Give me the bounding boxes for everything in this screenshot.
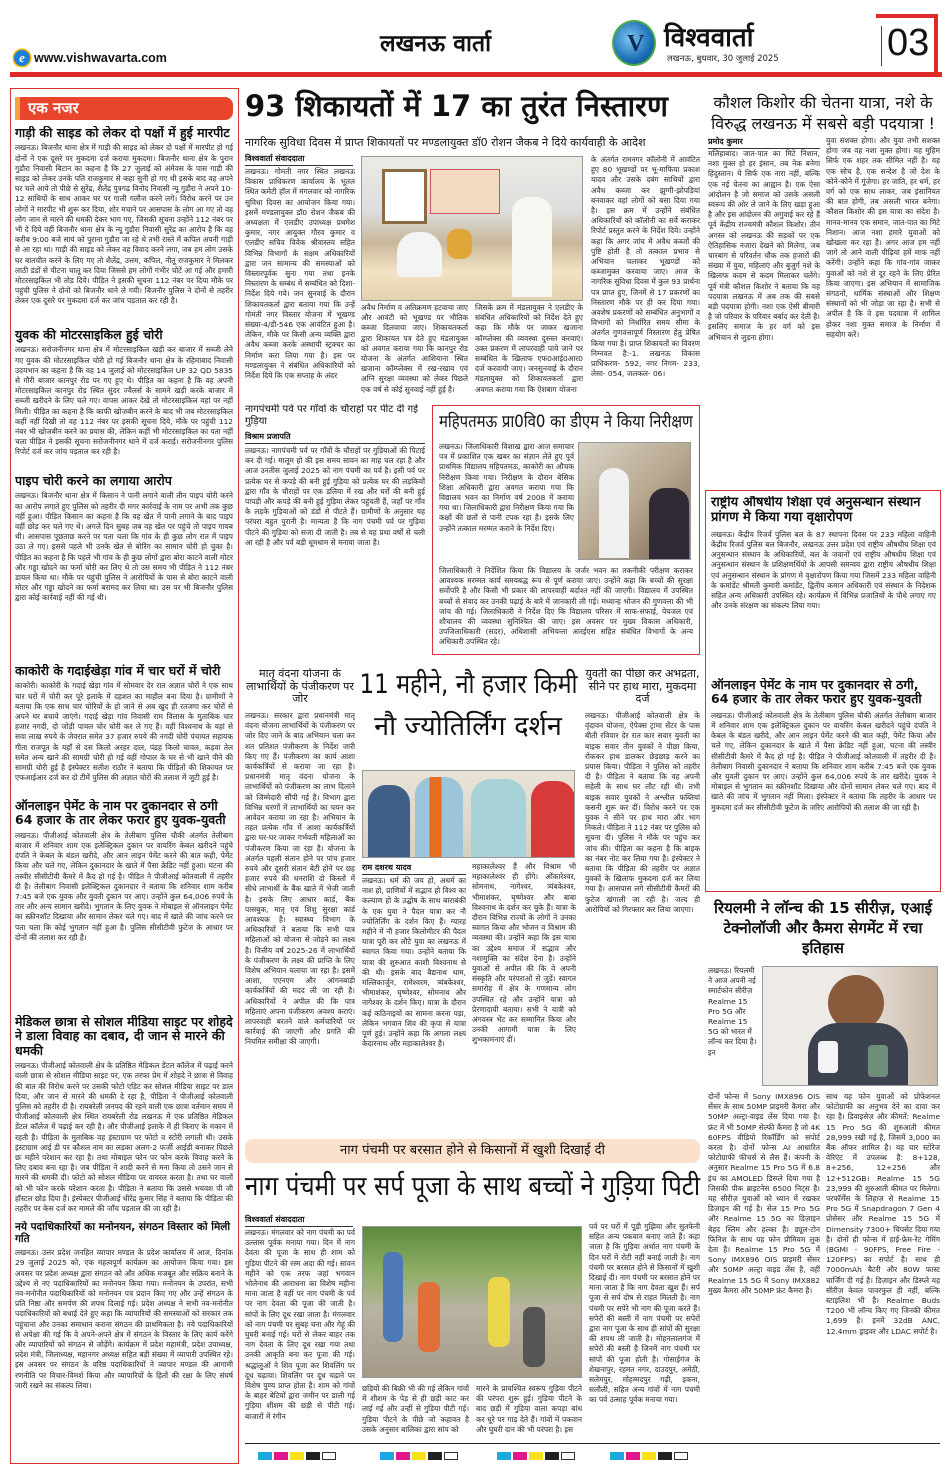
kaushal-col-1: मलिहाबाद। जात-पात का मिटे निशान, नशा मुक्त हो हर इंसान, तब नेक बनेगा हिंदुस्तान। ये सिर्फ एक नारा नहीं, बल्कि एक नई चेतना का आह्वान है। एक ऐसा आंदोलन है जो समाज को उसके असली स्वरूप की ओर ले जाने के लिए खड़ा हुआ है और इस आंदोलन की अगुवाई कर रहे हैं पूर्व केंद्रीय राज्यमंत्री कौशल किशोर। तीन अगस्त को लखनऊ की सड़कों पर एक ऐतिहासिक नजारा देखने को मिलेगा, जब चारबाग से परिवर्तन चौक तक हजारों की संख्या में युवा, महिलाएं और बुजुर्ग नशे के खिलाफ कदम से कदम मिलाकर चलेंगे। पूर्व मंत्री कौशल किशोर ने बताया कि यह पदयात्रा लखनऊ में अब तक की सबसे बड़ी पदयात्रा होगी। नशा एक ऐसी बीमारी है जो परिवार के परिवार बर्बाद कर देती है। इसलिए समाज के हर वर्ग को इस अभियान से जुड़ना होगा। — [708, 149, 820, 342]
kaushal-headline: कौशल किशोर की चेतना यात्रा, नशे के विरुद्ध लखनऊ में सबसे बड़ी पदयात्रा ! — [711, 93, 935, 133]
page-number-box — [876, 14, 938, 76]
person — [512, 197, 552, 297]
realme-launch-photo — [762, 966, 938, 1086]
header-rule — [10, 72, 942, 77]
page-number: 03 — [887, 22, 930, 64]
headline: युवक की मोटरसाइकिल हुई चोरी — [15, 328, 163, 342]
main-col-2: अवैध निर्माण व अतिक्रमण हटवाया जाए और आवंटी को भूखण्ड पर भौतिक कब्जा दिलवाया जाए। शिकायतकर्ता द्वारा शिकायत पत्र देते हुए मंडलायुक्त को अवगत कराया गया कि कानपुर रोड योजना के अंतर्गत आशियाना स्थित खजाना कॉम्प्लेक्स में रख-रखाव एवं अग्नि सुरक्षा व्यवस्था को लेकर पिछले एक वर्ष से कोई सुनवाई नहीं हुई है। — [361, 303, 468, 394]
headline: गाड़ी की साइड को लेकर दो पक्षों में हुई मारपीट — [15, 126, 230, 140]
headline: नागपंचमी पर्व पर गाँवों के चौराहों पर पीट दी गई गुड़िया — [245, 404, 419, 427]
realme-col-1: दोनों फोन्स में Sony IMX896 OIS सेंसर के साथ 50MP प्राइमरी कैमरा और 50MP अल्ट्रा-वाइड लेंस दिया गया है। फ्रंट में भी 50MP सेल्फी कैमरा है जो 4K 60FPS वीडियो रिकॉर्डिंग को सपोर्ट करता है। दोनों फोन्स AI आधारित फोटोग्राफी फीचर्स से लैस हैं। कंपनी के अनुसार Realme 15 Pro 5G में 6.8 इंच का AMOLED डिस्प्ले दिया गया है जिसकी पीक ब्राइटनेस 6500 निट्स है। यह सीरीज़ युवाओं को ध्यान में रखकर डिज़ाइन की गई है। सेल 15 Pro 5G और Realme 15 5G का डिज़ाइन बेहद स्लिम और हल्का है। ड्यूल-टोन फिनिश के साथ यह फोन प्रीमियम लुक देता है। Realme 15 Pro 5G में Sony IMX896 OIS प्राइमरी सेंसर और 50MP अल्ट्रा वाइड लेंस है, वहीं Realme 15 5G में Sony IMX882 मुख्य कैमरा और 50MP फ्रंट कैमरा है। — [708, 1092, 820, 1295]
byline: विश्राम प्रजापति — [245, 431, 425, 444]
left-story-4 — [15, 664, 233, 796]
left-story-3 — [15, 474, 233, 661]
main-col-3: जिसके क्रम में मंडलायुक्त ने एलडीए के संबंधित अधिकारियों को निर्देश देते हुए कहा कि मौके पर जाकर खजाना कॉम्प्लेक्स की व्यवस्था दुरुस्त करवाएं। उक्त प्रकरण में लापरवाही पाये जाने पर सम्बंधित के खिलाफ एफ0आई0आर0 दर्ज करवायी जाए। जनसुनवाई के दौरान मंडलायुक्त को शिकायतकर्ता द्वारा अवगत कराया गया कि ऐशबाग योजना — [475, 303, 583, 394]
nagpanchami-col-4: पर्व पर घरों में पूड़ी गुझिया और सुतफेनी सहित अन्य पकवान बनाए जाते हैं। कहा जाता है कि गुड़िया अर्थात नाग पंचमी के दिन घरों में रोटी नहीं बनाई जाती है। नाग पंचमी पर बरसात होने से किसानों में खुशी दिखाई दी। नाग पंचमी पर बरसात होने पर माना जाता है कि नाग देवता खुश हैं। सर्प पूजा से सर्प दोष से राहत मिलती है। नाग पंचमी पर सपेरे भी नाग की पूजा करते हैं। सपेरों की बस्ती में नाग पंचमी पर सपेरों द्वारा नाग पूजा के साथ ही सांपों की सुरक्षा की शपथ ली जाती है। मोहनलालगंज में सपेरों की बस्ती है जिनमें नाग पंचमी पर सांपों की पूजा होती है। गोसाईगंज के शेखनापुर, रहमत नगर, दाउदपुर, अमेठी, सलेमपुर, मोहम्मदपुर गढ़ी, इकना, सलौली, सहित अन्य गांवों में नाग पंचमी का पर्व उत्साह पूर्वक मनाया गया। — [589, 1222, 700, 1405]
registration-marks — [258, 1452, 336, 1460]
realme-headline: रियलमी ने लॉन्च की 15 सीरीज़, एआई टेक्नोलॉजी और कैमरा सेगमेंट में रचा इतिहास — [714, 899, 932, 957]
lda-meeting-photo — [361, 156, 583, 301]
ek-nazar-label: एक नजर — [15, 97, 233, 120]
main-col-4: के अंतर्गत रामनगर कॉलोनी में आवंटित हुए 80 भूखण्डों पर भू-माफिया प्रकाश यादव और उसके दबंग साथियों द्वारा अवैध कब्जा कर झुग्गी-झोपड़ियां बनवाकर वहां लोगों को बसा दिया गया है। इस क्रम में उन्होंने संबंधित अधिकारियों को कॉलोनी का सर्वे कराकर रिपोर्ट प्रस्तुत करने के निर्देश दिये। उन्होंने कहा कि अगर जांच में अवैध कब्जों की पुष्टि होती है तो तत्काल प्रभाव से अभियान चलाकर भूखण्डों को कब्जामुक्त करवाया जाए। आज के नागरिक सुविधा दिवस में कुल 93 प्रार्थना पत्र प्राप्त हुए, जिनमें से 17 प्रकरणों का निस्तारण मौके पर ही कर दिया गया। अवशेष प्रकरणों को सम्बंधित अनुभागों व विभागों को निर्धारित समय सीमा के अंतर्गत गुणवत्तापूर्ण निस्तारण हेतु प्रेषित किया गया है। प्राप्त शिकायतों का विवरण निम्नवत है:-1. लखनऊ विकास प्राधिकरण- 592, नगर निगम- 233, लेसा- 054, जलकल- 06। — [591, 155, 700, 379]
main-headline: 93 शिकायतों में 17 का तुरंत निस्तारण — [245, 89, 668, 123]
person — [397, 232, 442, 277]
website-link[interactable]: e www.vishwavarta.com — [14, 50, 167, 66]
byline: विश्ववार्ता संवाददाता — [245, 1214, 353, 1227]
doll-story — [245, 404, 425, 657]
pilgrims-photo — [362, 770, 575, 858]
jyotirling-headline: 11 महीने, नौ हजार किमी नौ ज्योतिर्लिंग दर्शन — [358, 669, 577, 742]
matru-vandana-story — [245, 668, 355, 1133]
registration-marks — [497, 1452, 575, 1460]
headline: नये पदाधिकारियों का मनोनयन, संगठन विस्तार को मिली गति — [15, 1221, 231, 1246]
main-col-1: लखनऊ। गोमती नगर स्थित लखनऊ विकास प्राधिकरण कार्यालय के भूतल स्थित कमेटी हॉल में मंगलवार को नागरिक सुविधा दिवस का आयोजन किया गया। इसमें मण्डलायुक्त डॉ0 रोशन जैकब की अध्यक्षता में एलडीए उपाध्यक्ष प्रथमेश कुमार, नगर आयुक्त गौरव कुमार व एलडीए सचिव विवेक श्रीवास्तव सहित विभिन्न विभागों के सक्षम अधिकारियों द्वारा जन सामान्य की समस्याओं को विस्तारपूर्वक सुना गया तथा इनके निस्तारण के सम्बंध में सम्बंधित को दिशा-निर्देश दिये गये। जन सुनवाई के दौरान शिकायतकर्ता द्वारा बताया गया कि उन्हें गोमती नगर विस्तार योजना में भूखण्ड संख्या-4/डी-546 एक आवंटित हुआ है। लेकिन, मौके पर किसी अन्य व्यक्ति द्वारा अवैध कब्जा करके अस्थायी स्ट्रक्चर का निर्माण करा लिया गया है। इस पर मण्डलायुक्त ने संबंधित अधिकारियों को निर्देश दिये कि एक सप्ताह के अंदर — [245, 167, 355, 381]
byline: राम दशरथ यादव — [362, 862, 466, 875]
headline: मेडिकल छात्रा से सोशल मीडिया साइट पर शोहदे ने डाला विवाह का दबाव, दी जान से मारने की धमकी — [15, 1015, 233, 1058]
banner — [430, 169, 500, 214]
story-body: लखनऊ। उत्तर प्रदेश जनहित व्यापार मण्डल के प्रदेश कार्यालय में आज, दिनांक 29 जुलाई 2025 को, एक महत्वपूर्ण कार्यक्रम का आयोजन किया गया। इस अवसर पर प्रदेश अध्यक्ष द्वारा संगठन को और अधिक मजबूत और सक्रिय बनाने के उद्देश्य से नए पदाधिकारियों का मनोनयन किया गया। मनोनयन के उपरांत, सभी नव-मनोनीत पदाधिकारियों को मनोनयन पत्र प्रदान किए गए और उन्हें संगठन के प्रति निष्ठा और समर्पण की शपथ दिलाई गई। प्रदेश अध्यक्ष ने सभी नव-मनोनीत पदाधिकारियों को बधाई देते हुए कहा कि व्यापारियों की समस्याओं को सरकार तक पहुंचाना और उनका समाधान कराना संगठन की प्राथमिकता है। नये पदाधिकारियों से अपेक्षा की गई कि वे अपने-अपने क्षेत्र में संगठन के विस्तार के लिए कार्य करेंगे और व्यापारियों को संगठन से जोड़ेंगे। कार्यक्रम में प्रदेश महामंत्री, प्रदेश उपाध्यक्ष, प्रदेश मंत्री, जिलाध्यक्ष, महानगर अध्यक्ष सहित बड़ी संख्या में व्यापारी उपस्थित रहे। इस अवसर पर संगठन के वरिष्ठ पदाधिकारियों ने व्यापार मण्डल की आगामी रणनीति पर विचार-विमर्श किया और व्यापारियों के हितों की रक्षा के लिए संघर्ष जारी रखने का संकल्प लिया। — [15, 1248, 233, 1390]
person — [447, 229, 472, 259]
headline: ऑनलाइन पेमेंट के नाम पर दुकानदार से ठगी 64 हजार के तार लेकर फरार हुए युवक-युवती — [15, 799, 226, 828]
left-story-1 — [15, 126, 233, 326]
story-body: लखनऊ। सरोजनीनगर थाना क्षेत्र में मोटरसाइकिल खड़ी कर बाजार में सब्जी लेने गए युवक की मोटरसाइकिल चोरी हो गई बिजनौर थाना क्षेत्र के रहिमाबाद निवासी उदयभान का कहना है कि वह 14 जुलाई को मोटरसाइकिल UP 32 QD 5835 से गौरी बाजार कानपुर रोड पर गए हुए थे। पीड़ित का कहना है कि वह अपनी मोटरसाइकिल कानपुर रोड स्थित सुंदर ज्वैलर्स के सामने खड़ी करके बाजार में सब्जी खरीदने के लिए चले गए। वापस आकर देखे तो मोटरसाइकिल वहां पर नहीं मिली। पीड़ित का कहना है कि काफी खोजबीन करने के बाद भी जब मोटरसाइकिल कहीं नहीं दिखी तो वह 112 नंबर पर इसकी सूचना दिये, मौके पर पहुंची 112 नंबर भी खोजबीन करने का प्रयास की, लेकिन कहीं भी मोटरसाइकिल का पता नहीं चला पीड़ित ने इसकी सूचना सरोजनीनगर थाने में दर्ज कराई। सरोजनीनगर पुलिस रिपोर्ट दर्ज कर जांच पड़ताल कर रही है। — [15, 345, 233, 457]
left-story-5 — [15, 799, 233, 1012]
headline: पाइप चोरी करने का लगाया आरोप — [15, 474, 172, 488]
inspection-box — [432, 405, 700, 655]
dm-inspection-photo — [578, 442, 691, 560]
story-body: लखनऊ। जिलाधिकारी विशाख द्वारा आज समाचार पत्र में प्रकाशित एक खबर का संज्ञान लेते हुए पूर्व प्राथमिक विद्यालय महिपतमऊ, काकोरी का औचक निरीक्षण किया गया। निरीक्षण के दौरान बेसिक शिक्षा अधिकारी द्वारा अवगत कराया गया कि विद्यालय भवन का निर्माण वर्ष 2008 में कराया गया था। जिलाधिकारी द्वारा निरीक्षण किया गया कि कक्षों की छतों से पानी टपक रहा है। इसके लिए उन्होंने तत्काल मरम्मत कराने के निर्देश दिए। — [439, 442, 574, 533]
story-body: लखनऊ। केंद्रीय रिजर्व पुलिस बल के 87 स्थापना दिवस पर 233 महिला वाहिनी केंद्रीय रिजर्व पुलिस बल बिजनौर, लखनऊ उत्तर प्रदेश एवं राष्ट्रीय औषधीय शिक्षा एवं अनुसन्धान संस्थान के अधिकारियों, बल के जवानों एवं राष्ट्रीय औषधीय शिक्षा एवं अनुसन्धान संस्थान के प्रशिक्षणर्थियों के आपसी समन्वय द्वारा राष्ट्रीय औषधीय शिक्षा एवं अनुसन्धान संस्थान के प्रांगण मे वृक्षारोपण किया गया जिसमें 233 महिला वाहिनी के कमांडेंट श्रीमती कुमारी कमांडेंट, द्वितीय कमान अधिकारी एवं संस्थान के निदेशक सहित अन्य अधिकारी उपस्थित रहे। कार्यक्रम में विभिन्न प्रजातियों के पौधे लगाए गए और उनके संरक्षण का संकल्प लिया गया। — [711, 529, 936, 611]
main-subhead: नागरिक सुविधा दिवस में प्राप्त शिकायतों पर मण्डलायुक्त डॉ0 रोशन जैकब ने दिये कार्यवाही के आदेश — [245, 136, 646, 149]
registration-marks — [380, 1452, 458, 1460]
nagpanchami-col-3: मारने के प्रायश्चित स्वरूप गुड़िया पीटने की परंपरा शुरू हुई। गुड़िया पीटने के बाद छड़ी में गुड़िया वाला कपड़ा बांध कर घूरे पर गाड़ देते हैं। गांवों में पकवान और घुघरी दान की भी परंपरा है। इस — [476, 1384, 582, 1434]
brand-logo-icon: V — [612, 20, 656, 66]
headline: युवती का पीछा कर अभद्रता, सीने पर हाथ मारा, मुकदमा दर्ज — [585, 668, 700, 706]
headline: मातृ वंदना योजना के लाभार्थियों के पंजीकरण पर जोर — [246, 668, 354, 706]
story-body: लखनऊ। सरकार द्वारा प्रधानमंत्री मातृ वंदना योजना लाभार्थियों के पंजीकरण पर जोर दिए जाने के बाद अभियान चला कर शत प्रतिशत पंजीकरण के निर्देश जारी किए गए हैं। पंजीकरण का कार्य आशा कार्यकर्त्रियों से कराया जा रहा है। प्रधानमंत्री मातृ वंदना योजना के लाभार्थियों को पंजीकरण का लाभ दिलाने को जिम्मेदारी सौंपी गई है। विभाग द्वारा विभिन्न चरणों में लाभार्थियों का चयन कर आवेदन कराया जा रहा है। अभियान के तहत प्रत्येक गाँव में आशा कार्यकर्त्रियों द्वारा घर-घर जाकर गर्भवती महिलाओं का पंजीकरण किया जा रहा है। योजना के अंतर्गत पहली संतान होने पर पांच हजार रुपये और दूसरी संतान बेटी होने पर छह हजार रुपये की धनराशि दो किस्तों में सीधे लाभार्थी के बैंक खाते में भेजी जाती है। इसके लिए आधार कार्ड, बैंक पासबुक, मातृ एवं शिशु सुरक्षा कार्ड आवश्यक है। स्वास्थ्य विभाग के अधिकारियों ने बताया कि सभी पात्र महिलाओं को योजना से जोड़ने का लक्ष्य है। वित्तीय वर्ष 2025-26 में लाभार्थियों के पंजीकरण के लक्ष्य की प्राप्ति के लिए विशेष अभियान चलाया जा रहा है। इसमें आशा, एएनएम और आंगनबाड़ी कार्यकर्त्रियों की मदद ली जा रही है। अधिकारियों ने अपील की कि पात्र महिलाएं अपना पंजीकरण अवश्य कराएं। लापरवाही बरतने वाले कर्मचारियों पर कार्रवाई की जाएगी और प्रगति की नियमित समीक्षा की जाएगी। — [245, 710, 355, 1047]
story-body: लखनऊ। पीजीआई कोतवाली क्षेत्र के तेलीबाग पुलिस चौकी अंतर्गत तेलीबाग बाजार में शनिवार शाम एक इलेक्ट्रिकल दुकान पर वायरिंग केबल खरीदने पहुंचे दंपति ने केबल के बंडल खरीदे, और आन लाइन पेमेंट करने की बात कही, पेमेंट किया और चले गए, लेकिन दुकानदार के खाते में पैसा क्रेडिट नहीं हुआ, घटना की तस्वीर सीसीटीवी कैमरे में कैद हो गई है। पीड़ित ने पीजीआई कोतवाली में तहरीर दी है। तेलीबाग निवासी दुकानदार ने बताया कि शनिवार शाम करीब 7:45 बजे एक युवक और युवती दुकान पर आए। उन्होंने कुल 64,006 रुपये के तार खरीदे। युवक ने मोबाइल से भुगतान का स्क्रीनशॉट दिखाया और दोनों सामान लेकर चले गए। बाद में खाते की जांच में भुगतान नहीं मिला। इंस्पेक्टर ने बताया कि तहरीर के आधार पर मुकदमा दर्ज कर सीसीटीवी फुटेज के जरिए आरोपियों की तलाश की जा रही है। — [711, 710, 936, 812]
story-body: लखनऊ। पीजीआई कोतवाली क्षेत्र के वृंदावन योजना, ऐपेक्स ट्रामा सेंटर के पास बीती रविवार देर रात कार सवार युवती का बाइक सवार तीन युवकों ने पीछा किया, रोककर हाथ डालकर छेड़छाड़ करने का प्रयास किया। पीड़िता ने पुलिस को तहरीर दी है। पीड़िता ने बताया कि वह अपनी सहेली के साथ घर लौट रही थी। तभी बाइक सवार युवकों ने अश्लील फब्तियां कसनी शुरू कर दीं। विरोध करने पर एक युवक ने सीने पर हाथ मारा और भाग निकले। पीड़िता ने 112 नंबर पर पुलिस को सूचना दी। पुलिस ने मौके पर पहुंच कर जांच की। पीड़िता का कहना है कि बाइक का नंबर नोट कर लिया गया है। इंस्पेक्टर ने बताया कि पीड़िता की तहरीर पर अज्ञात युवकों के खिलाफ मुकदमा दर्ज कर लिया गया है। आसपास लगे सीसीटीवी कैमरों की फुटेज खंगाली जा रही है। जल्द ही आरोपियों को गिरफ्तार कर लिया जाएगा। — [585, 710, 700, 914]
story-body: लखनऊ। पीजीआई कोतवाली क्षेत्र के तेलीबाग पुलिस चौकी अंतर्गत तेलीबाग बाजार में शनिवार शाम एक इलेक्ट्रिकल दुकान पर वायरिंग केबल खरीदने पहुंचे दंपति ने केबल के बंडल खरीदे, और आन लाइन पेमेंट करने की बात कही, पेमेंट किया और चले गए, लेकिन दुकानदार के खाते में पैसा क्रेडिट नहीं हुआ। घटना की तस्वीर सीसीटीवी कैमरे में कैद हो गई है। पीड़ित ने पीजीआई कोतवाली में तहरीर दी है। तेलीबाग निवासी इलेक्ट्रिकल दुकानदार ने बताया कि शनिवार शाम करीब 7:45 बजे एक युवक और युवती दुकान पर आए। उन्होंने कुल 64,006 रुपये के तार और अन्य सामान खरीदे। भुगतान के लिए युवक ने मोबाइल से ऑनलाइन पेमेंट का स्क्रीनशॉट दिखाया और सामान लेकर चले गए। बाद में खाते की जांच करने पर पता चला कि कोई भुगतान नहीं हुआ है। पुलिस सीसीटीवी फुटेज के आधार पर दोनों की तलाश कर रही है। — [15, 830, 233, 942]
headline: ऑनलाइन पेमेंट के नाम पर दुकानदार से ठगी, 64 हजार के तार लेकर फरार हुए युवक-युवती — [711, 678, 922, 707]
story-body: लखनऊ। पीजीआई कोतवाली क्षेत्र के प्रतिष्ठित मेडिकल डेंटल कॉलेज में पढ़ाई करने वाली छात्रा से सोशल मीडिया साइट पर, एक तरफा प्रेम में शोहदे ने छात्रा से विवाह की बात की विरोध करने पर उसकी फोटो एडिट कर सोशल मीडिया साइट पर डाल दिया, और जान से मारने की धमकी दे रहा है, पीड़िता ने पीजीआई कोतवाली पुलिस को तहरीर दी है। रायबरेली जनपद की रहने वाली एक छात्रा वर्तमान समय में पीजीआई कोतवाली क्षेत्र स्थित रायबरेली रोड लखनऊ में एक प्रतिष्ठित मेडिकल डेंटल कॉलेज में पढ़ाई कर रही है। और पीजीआई इलाके में ही किराए के मकान में रहती है। पीड़िता के मुताबिक वह इंस्टाग्राम पर फोटो व स्टोरी लगाती थी। उसके इंस्टाग्राम आई डी पर कौशल नाम का लड़का अलग-2 फर्जी आईडी बनाकर पिछले छः महीने परेशान कर रहा है। तथा मोबाइल फोन पर फोन करके विवाह करने के लिए दबाव बना रहा है। जब पीड़िता ने शादी करने से मना किया तो उसने जान से मारने की धमकी दी। फोटो को सोशल मीडिया पर वायरल करता है। तथा घर वालों को भी फोन करके परेशान करता है। पीड़िता ने बताया कि उससे भयवश पी जी हॉस्टल छोड़ दिया है। इंस्पेक्टर पीजीआई धीरेंद्र कुमार सिंह ने बताया कि पीड़िता की तहरीर पर केस दर्ज कर मामले की जाँच पड़ताल की जा रही है। — [15, 1061, 233, 1213]
byline: विश्ववार्ता संवाददाता — [245, 153, 353, 166]
children-doll-beating-photo — [362, 1226, 582, 1378]
story-body: काकोरी। काकोरी के गदाई खेड़ा गांव में सोमवार देर रात अज्ञात चोरों ने एक साथ चार घरों में चोरी कर पूरे इलाके में दहशत का माहौल बना दिया है। ग्रामीणों ने बताया कि एक साथ चार चोरियों के हो जाने से अब खुद ही रतजगा कर चोरों से अपने घर बचाये जाएंगे। गदाई खेड़ा गांव निवासी राम विलास के मुताबिक चार हजार नगदी, दो जोड़ी पायल चोर चोरी कर ले गए हैं। वहीं विश्वनाथ के यहां से सवा लाख रुपये के जेवरात समेत 37 हजार रुपये की नगदी चोरी पंचायत सहायक गीता राजपूत के यहाँ से दस किलो अरहर दाल, पंद्रह किलो चावल, कड़वा तेल समेत अन्य खाने की सामग्री चोरी हो गई वहीं गोपाल के घर से भी खाने पीने की सामग्री चोरी हुई है इंस्पेक्टर सतीश राठौर ने बताया कि पीड़ितों की शिकायत पर एफआईआर दर्ज कर दो टीमें पुलिस की अज्ञात चोरों की तलाश में जुटी हुई है। — [15, 681, 233, 783]
nagpanchami-col-2: छड़ियों की बिक्री भी की गई लेकिन गांवों में शीशम के पेड़ से ही छड़ी काट कर लाई गई और उन्हीं से गुड़िया पीटी गई। गुड़िया पीटने के पीछे जो कहावत है उसके अनुसार बालिका द्वारा सांप को — [362, 1384, 469, 1434]
left-story-7 — [15, 1221, 233, 1459]
brand-name: विश्ववार्ता — [664, 23, 754, 53]
registration-marks — [610, 1452, 688, 1460]
nagpanchami-col-1: लखनऊ। मंगलवार को नाग पंचमी का पर्व उल्लास पूर्वक मनाया गया। दिन में नाग देवता की पूजा के साथ ही शाम को गुड़िया पीटने की रस्म अदा की गई। सावन महीने को एक तरफ जहां भगवान भोलेनाथ की आराधना का विशेष महीना माना जाता है वहीं पर नाग पंचमी के पर्व पर नाग देवता की पूजा की जाती है। सांपों के लिए दूध रखा जाता है। मंगलवार को नाग पंचमी पर सुबह चना और गेहूं की घुघरी बनाई गई। घरों से लेकर बाहर तक नाग देवता के लिए दूध रखा गया तथा उनकी आकृति बना कर पूजा की गई। श्रद्धालुओं ने शिव पूजा कर शिवलिंग पर दूध चढ़ाया। शिवलिंग पर दूध चढ़ाने पर विशेष पुण्य प्राप्त होता है। शाम को गांवों के बाहर बेटियों द्वारा जमीन पर डाली गई गुड़िया शीशम की छड़ी से पीटी गई। बाजारों में रंगीन — [245, 1228, 355, 1421]
story-body: लखनऊ। नागपंचमी पर्व पर गाँवों के चौराहों पर गुड़ियाओं की पिटाई कर दी गई। मालूम हो की इस समय सावन का माह चल रहा है और आज उनतीस जुलाई 2025 को नाग पंचमी का पर्व है। इसी पर्व पर प्रत्येक घर से कपड़े की बनी हुई गुड़िया को प्रत्येक घर की लड़कियों द्वारा गाँव के चौराहों पर एक डलिया में रख और घरों की बनी हुई पापड़ी और कपड़े की बनी हुई गुड़िया लेकर पहुंचती हैं, जहाँ पर गाँव के लड़के गुड़ियाओं को डंडों से पीटते हैं। ग्रामीणों के अनुसार यह परंपरा बहुत पुरानी है। मान्यता है कि नाग पंचमी पर्व पर गुड़िया पीटने की गुड़िया को सजा दी जाती है। तब से यह प्रथा वर्षों से चली आ रही है और पर्व बड़ी धूमधाम से मनाया जाता है। — [245, 446, 425, 547]
left-story-6 — [15, 1015, 233, 1218]
jyotirling-col-2: महाकालेश्वर हैं और विश्राम भी महाकालेश्वर ही होंगे। ओंकारेश्वर, सोमनाथ, नागेश्वर, त्र्यंबकेश्वर, भीमाशंकर, घृष्णेश्वर और बाबा विश्वनाथ के दर्शन कर चुके हैं। यात्रा के दौरान विभिन्न राज्यों के लोगों ने उनका स्वागत किया और भोजन व विश्राम की व्यवस्था की। उन्होंने कहा कि इस यात्रा का उद्देश्य समाज में सद्भाव और नशामुक्ति का संदेश देना है। उन्होंने युवाओं से अपील की कि वे अपनी संस्कृति और परंपराओं से जुड़ें। स्वागत समारोह में क्षेत्र के गणमान्य लोग उपस्थित रहे और उन्होंने यात्रा को प्रेरणादायी बताया। सभी ने यात्री को अंगवस्त्र भेंट कर सम्मानित किया और उनकी आगामी यात्रा के लिए शुभकामनाएं दीं। — [472, 862, 576, 1045]
headline: राष्ट्रीय औषधीय शिक्षा एवं अनुसन्धान संस्थान प्रांगण मे किया गया वृक्षारोपण — [711, 496, 921, 525]
online-payment-story — [711, 678, 936, 886]
emblem-board — [382, 169, 427, 224]
headline: महिपतमऊ प्रा0वि0 का डीएम ने किया निरीक्षण — [439, 412, 693, 432]
browser-e-icon: e — [14, 50, 30, 66]
niper-story — [711, 496, 936, 674]
story-body: लखनऊ। बिजनौर थाना क्षेत्र में गाड़ी की साइड को लेकर दो पक्षों में मारपीट हो गई दोनों ने एक दूसरे पर मुकदमा दर्ज कराया मुकदमा। बिजनौर थाना क्षेत्र के पुरान गुडौरा निवासी बिटान का कहना है कि 27 जुलाई को अंमेवस के पास गाड़ी की साइड को लेकर उनके पति राजकुमार से कहा सुनी हो गए थी इसके बाद वह अपने घर चले आये तो पीछे से सुरेंद्र, शैलेंद्र पुत्रगढ़ विनोद निवासी न्यू गुडौरा ने अपने 10-12 साथियों के साथ आकर घर पर गाली गलौज करने लगे। विरोध करने पर उन लोगों ने मारपीट भी शुरू कर दिया, शोर मचाने पर आसपास के लोग आ गए तो वह लोग जान से मारने की धमकी देकर भाग गए, जिसकी सूचना उन्होंने 112 नंबर पर भी दे दिये वहीं बिजनौर थाना क्षेत्र के न्यू गुडौरा निवासी सुरेंद्र का आरोप है कि वह करीब 9:00 बजे सायं को पुराना गुडौरा जा रहे थे तभी रास्ते में कपिल अपनी गाड़ी से आ रहा था। गाड़ी की साइड को लेकर वह विवाद करने लगा, जब हम लोग उसके घर बातचीत करने के लिए गए तो शैलेंद्र, उत्तम, कपिल, नीतू राजकुमार ने मिलकर लाठी डंडों से पीटना चालू कर दिया जिससे हम लोगों गंभीर चोटें आ गई और हमारी मोटरसाइकिल भी तोड़ दिये। पीड़ित ने इसकी सूचना 112 नंबर पर दिया मौके पर पहुंची पुलिस ने दोनों को बिजनौर थाने ले गयी। बिजनौर पुलिस ने दोनों से तहरीर लेकर एक दूसरे पर मुकदमा दर्ज कर जांच पड़ताल कर रही है। — [15, 143, 233, 306]
story-body-2: जिलाधिकारी ने निर्देशित किया कि विद्यालय के जर्जर भवन का तकनीकी परीक्षण कराकर आवश्यक मरम्मत कार्य समयबद्ध रूप से पूर्ण कराया जाए। उन्होंने कहा कि बच्चों की सुरक्षा सर्वोपरि है और किसी भी प्रकार की लापरवाही बर्दाश्त नहीं की जाएगी। विद्यालय में उपस्थित बच्चों से संवाद कर उनकी पढ़ाई के बारे में जानकारी ली गई। मध्यान्ह भोजन की गुणवत्ता की भी जांच की गई। जिलाधिकारी ने निर्देश दिए कि विद्यालय परिसर में साफ-सफाई, पेयजल एवं शौचालय की व्यवस्था सुनिश्चित की जाए। इस अवसर पर मुख्य विकास अधिकारी, उपजिलाधिकारी (सदर), अधिशासी अभियन्ता आरईएस सहित संबंधित विभागों के अन्य अधिकारी उपस्थित रहे। — [439, 566, 693, 647]
kaushal-col-2: युवा सशक्त होगा। और युवा तभी सशक्त होगा जब वह नशा मुक्त होगा। यह मुहिम सिर्फ एक शहर तक सीमित नहीं है। यह एक सोच है, एक सन्देश है जो देश के कोने-कोने में गूंजेगा। हर जाति, हर धर्म, हर वर्ग को एक साथ लाकर, जब इंसानियत की बात होगी, तब असली भारत बनेगा। कौशल किशोर की इस यात्रा का संदेश है। मानव-मानव एक समान, जात-पात का मिटे निशान। आज नशा हमारे युवाओं को खोखला कर रहा है। अगर आज हम नहीं जागे तो आने वाली पीढ़ियां हमें माफ नहीं करेंगी। उन्होंने कहा कि गांव-गांव जाकर युवाओं को नशे से दूर रहने के लिए प्रेरित किया जाएगा। इस अभियान में सामाजिक संगठनों, धार्मिक संस्थाओं और शिक्षण संस्थानों को भी जोड़ा जा रहा है। सभी से अपील है कि वे इस पदयात्रा में शामिल होकर नशा मुक्त समाज के निर्माण में सहयोग करें। — [826, 136, 940, 339]
left-story-2 — [15, 328, 233, 471]
byline: प्रमोद कुमार — [708, 136, 820, 149]
jyotirling-col-1: लखनऊ। धर्म की जय हो, अधर्म का नाश हो, प्राणियों में सद्भाव हो विश्व का कल्याण हो के उद्घोष के साथ बाराबंकी के एक युवा ने पैदल यात्रा कर नौ ज्योतिर्लिंग के दर्शन किए हैं। ग्यारह महीने में नौ हजार किलोमीटर की पैदल यात्रा पूरी कर लौटे युवा का लखनऊ में स्वागत किया गया। उन्होंने बताया कि यात्रा की शुरुआत काशी विश्वनाथ से की थी। इसके बाद बैद्यनाथ धाम, मल्लिकार्जुन, रामेश्वरम, त्र्यंबकेश्वर, भीमाशंकर, घृष्णेश्वर, सोमनाथ और नागेश्वर के दर्शन किए। यात्रा के दौरान कई कठिनाइयों का सामना करना पड़ा, लेकिन भगवान शिव की कृपा से यात्रा पूर्ण हुई। उन्होंने कहा कि अगला लक्ष्य केदारनाथ और महाकालेश्वर है। — [362, 876, 466, 1049]
harassment-story — [585, 668, 700, 1133]
headline: काकोरी के गदाईखेड़ा गांव में चार घरों में चोरी — [15, 664, 221, 678]
realme-col-2: साथ यह फोन युवाओं को प्रोफेशनल फोटोग्राफी का अनुभव देने का दावा कर रहा है। डिवाइसेज़ और कीमतें: Realme 15 Pro 5G की शुरुआती कीमत 28,999 रखी गई है, जिसमें 3,000 का बैंक ऑफर शामिल है। यह चार स्टोरेज वेरिएंट में उपलब्ध है: 8+128, 8+256, 12+256 और 12+512GB। Realme 15 5G 23,999 की शुरुआती कीमत पर मिलेगा। परफॉर्मेंस के लिहाज़ से Realme 15 Pro 5G में Snapdragon 7 Gen 4 प्रोसेसर और Realme 15 5G में Dimensity 7300+ चिपसेट दिया गया है। दोनों ही फोन्स में हाई-फ्रेम-रेट गेमिंग (BGMI - 90FPS, Free Fire - 120FPS) का सपोर्ट है। साथ ही 7000mAh बैटरी और 80W फास्ट चार्जिंग दी गई है। डिज़ाइन और डिस्प्ले यह सीरीज़ केवल पावरफुल ही नहीं, बल्कि स्टाइलिश भी है। Realme Buds T200 भी लॉन्च किए गए जिनकी कीमत 1,699 है। इनमें 32dB ANC, 12.4mm ड्राइवर और LDAC सपोर्ट है। — [826, 1092, 940, 1336]
nagpanchami-headline: नाग पंचमी पर सर्प पूजा के साथ बच्चों ने गुड़िया पिटी — [245, 1171, 701, 1202]
nagpanchami-banner: नाग पंचमी पर बरसात होने से किसानों में खुशी दिखाई दी — [245, 1139, 700, 1163]
section-title: लखनऊ वार्ता — [380, 31, 492, 57]
dateline: लखनऊ, बुधवार, 30 जुलाई 2025 — [667, 54, 779, 64]
realme-side-text: लखनऊ। रियलमी ने आज अपनी नई स्मार्टफोन सीरीज़ Realme 15 Pro 5G और Realme 15 5G को भारत में लॉन्च कर दिया है। इन — [708, 966, 757, 1057]
story-body: लखनऊ। बिजनौर थाना क्षेत्र में किसान ने पानी लगाने वाली तीन पाइप चोरी करने का आरोप लगाते हुए पुलिस को तहरीर दी मगर कार्रवाई के नाम पर अभी तक कुछ नहीं हुआ। पीड़ित किसान का कहना है कि वह खेत में पानी लगाने के बाद पाइप वहीं छोड़ कर चले गए थे। अगले दिन सुबह जब वह खेत पर पहुंचे तो पाइप गायब थी। आसपास पूछताछ करने पर पता चला कि गांव के ही कुछ लोग रात में पाइप उठा ले गए। इससे पहले भी उनके खेत से बोरिंग का सामान चोरी हो चुका है। पीड़ित का कहना है कि पहले भी गांव के ही कुछ लोगों द्वारा बोरा काटने वाली मोटर और गड्ढा खोदने का फर्मा चोरी कर लिए थे तो उस समय भी पीड़ित ने 112 नंबर डायल किया था। मौके पर पहुंची पुलिस ने आरोपियों के पास से बोरा काटने वाली मोटर और गड्ढा खोदने का फर्मा बरामद कर लिया था। उस पर भी बिजनौर पुलिस द्वारा कोई कार्रवाई नहीं की गई थी। — [15, 491, 233, 603]
